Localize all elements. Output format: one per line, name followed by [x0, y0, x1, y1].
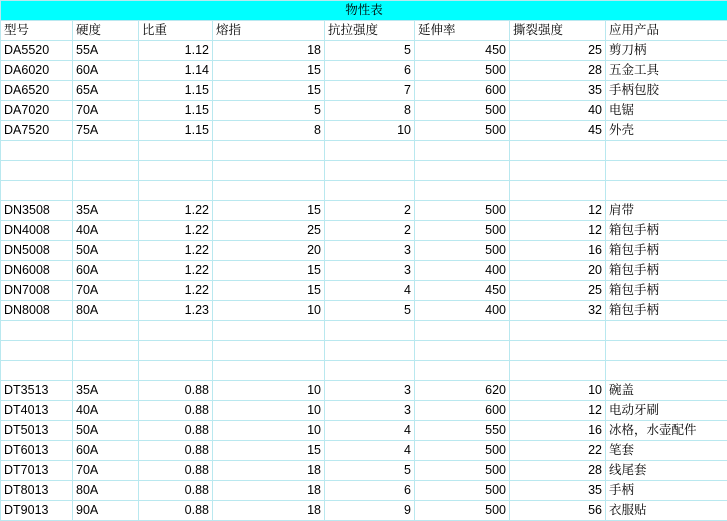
cell-model: DA7020: [1, 101, 73, 121]
cell-empty: [325, 321, 415, 341]
cell-hardness: 60A: [73, 441, 139, 461]
cell-hardness: 80A: [73, 301, 139, 321]
column-header-melt-index: 熔指: [213, 21, 325, 41]
cell-elongation: 500: [415, 61, 510, 81]
cell-empty: [510, 141, 606, 161]
cell-tensile-strength: 7: [325, 81, 415, 101]
table-row-empty: [1, 161, 727, 181]
cell-empty: [73, 361, 139, 381]
cell-empty: [606, 321, 727, 341]
table-row-empty: [1, 181, 727, 201]
cell-melt-index: 18: [213, 481, 325, 501]
column-header-application: 应用产品: [606, 21, 727, 41]
table-row: [1, 261, 727, 281]
table-row: [1, 461, 727, 481]
cell-melt-index: 18: [213, 501, 325, 521]
cell-specific-gravity: 1.14: [139, 61, 213, 81]
cell-tear-strength: 32: [510, 301, 606, 321]
cell-elongation: 500: [415, 121, 510, 141]
cell-application: 外壳: [606, 121, 727, 141]
table-row: [1, 281, 727, 301]
cell-tensile-strength: 3: [325, 381, 415, 401]
cell-tear-strength: 28: [510, 461, 606, 481]
cell-melt-index: 8: [213, 121, 325, 141]
cell-empty: [73, 341, 139, 361]
cell-hardness: 80A: [73, 481, 139, 501]
table-row: [1, 221, 727, 241]
cell-application: 手柄: [606, 481, 727, 501]
cell-model: DT7013: [1, 461, 73, 481]
cell-hardness: 50A: [73, 421, 139, 441]
column-header-hardness: 硬度: [73, 21, 139, 41]
cell-tensile-strength: 4: [325, 421, 415, 441]
cell-melt-index: 15: [213, 441, 325, 461]
cell-empty: [1, 321, 73, 341]
cell-application: 五金工具: [606, 61, 727, 81]
cell-model: DT4013: [1, 401, 73, 421]
cell-melt-index: 10: [213, 421, 325, 441]
title-row: [1, 1, 727, 21]
cell-empty: [325, 341, 415, 361]
cell-empty: [73, 181, 139, 201]
cell-empty: [139, 341, 213, 361]
table-row: [1, 61, 727, 81]
cell-empty: [139, 321, 213, 341]
cell-empty: [606, 141, 727, 161]
cell-application: 箱包手柄: [606, 221, 727, 241]
cell-elongation: 450: [415, 281, 510, 301]
cell-tear-strength: 16: [510, 241, 606, 261]
table-row: [1, 241, 727, 261]
table-body: [1, 1, 727, 521]
cell-application: 箱包手柄: [606, 281, 727, 301]
cell-empty: [1, 341, 73, 361]
cell-application: 笔套: [606, 441, 727, 461]
cell-tear-strength: 16: [510, 421, 606, 441]
cell-hardness: 70A: [73, 101, 139, 121]
cell-specific-gravity: 0.88: [139, 381, 213, 401]
column-header-specific-gravity: 比重: [139, 21, 213, 41]
cell-empty: [325, 361, 415, 381]
cell-tensile-strength: 5: [325, 301, 415, 321]
cell-tensile-strength: 4: [325, 441, 415, 461]
cell-tensile-strength: 5: [325, 41, 415, 61]
table-row: [1, 441, 727, 461]
cell-empty: [606, 341, 727, 361]
cell-elongation: 500: [415, 101, 510, 121]
cell-empty: [325, 181, 415, 201]
page-title: 物性表: [1, 1, 727, 21]
cell-application: 电动牙刷: [606, 401, 727, 421]
cell-melt-index: 5: [213, 101, 325, 121]
cell-tensile-strength: 6: [325, 481, 415, 501]
cell-specific-gravity: 1.15: [139, 81, 213, 101]
cell-tensile-strength: 10: [325, 121, 415, 141]
table-row-empty: [1, 361, 727, 381]
cell-tensile-strength: 4: [325, 281, 415, 301]
cell-elongation: 400: [415, 261, 510, 281]
cell-empty: [213, 181, 325, 201]
cell-empty: [415, 141, 510, 161]
cell-elongation: 500: [415, 241, 510, 261]
cell-specific-gravity: 0.88: [139, 501, 213, 521]
cell-empty: [415, 161, 510, 181]
cell-specific-gravity: 0.88: [139, 421, 213, 441]
cell-specific-gravity: 1.22: [139, 261, 213, 281]
cell-model: DA5520: [1, 41, 73, 61]
cell-model: DA6020: [1, 61, 73, 81]
cell-elongation: 600: [415, 401, 510, 421]
cell-melt-index: 25: [213, 221, 325, 241]
cell-empty: [139, 161, 213, 181]
column-header-tensile-strength: 抗拉强度: [325, 21, 415, 41]
table-row: [1, 41, 727, 61]
cell-empty: [510, 361, 606, 381]
cell-tensile-strength: 8: [325, 101, 415, 121]
cell-model: DN5008: [1, 241, 73, 261]
column-header-tear-strength: 撕裂强度: [510, 21, 606, 41]
cell-elongation: 500: [415, 201, 510, 221]
cell-tensile-strength: 2: [325, 221, 415, 241]
cell-empty: [73, 321, 139, 341]
cell-specific-gravity: 0.88: [139, 441, 213, 461]
cell-empty: [415, 361, 510, 381]
cell-tear-strength: 25: [510, 41, 606, 61]
cell-elongation: 600: [415, 81, 510, 101]
cell-model: DT8013: [1, 481, 73, 501]
cell-model: DN3508: [1, 201, 73, 221]
cell-model: DN7008: [1, 281, 73, 301]
cell-application: 冰格，水壶配件: [606, 421, 727, 441]
cell-elongation: 550: [415, 421, 510, 441]
cell-tensile-strength: 3: [325, 261, 415, 281]
cell-elongation: 500: [415, 441, 510, 461]
cell-hardness: 70A: [73, 281, 139, 301]
cell-hardness: 35A: [73, 201, 139, 221]
cell-empty: [325, 161, 415, 181]
cell-empty: [213, 321, 325, 341]
cell-hardness: 65A: [73, 81, 139, 101]
cell-model: DT5013: [1, 421, 73, 441]
cell-application: 线尾套: [606, 461, 727, 481]
cell-elongation: 500: [415, 461, 510, 481]
cell-specific-gravity: 0.88: [139, 461, 213, 481]
cell-empty: [1, 141, 73, 161]
cell-elongation: 500: [415, 481, 510, 501]
cell-tear-strength: 12: [510, 201, 606, 221]
cell-application: 碗盖: [606, 381, 727, 401]
cell-hardness: 60A: [73, 61, 139, 81]
cell-tear-strength: 35: [510, 481, 606, 501]
table-row-empty: [1, 321, 727, 341]
cell-tear-strength: 20: [510, 261, 606, 281]
table-header-row: [1, 21, 727, 41]
cell-tensile-strength: 2: [325, 201, 415, 221]
cell-melt-index: 15: [213, 261, 325, 281]
table-row: [1, 481, 727, 501]
cell-tear-strength: 10: [510, 381, 606, 401]
cell-application: 手柄包胶: [606, 81, 727, 101]
cell-hardness: 55A: [73, 41, 139, 61]
cell-tensile-strength: 6: [325, 61, 415, 81]
cell-hardness: 90A: [73, 501, 139, 521]
cell-application: 剪刀柄: [606, 41, 727, 61]
cell-elongation: 500: [415, 501, 510, 521]
cell-model: DN6008: [1, 261, 73, 281]
cell-application: 箱包手柄: [606, 301, 727, 321]
cell-melt-index: 18: [213, 41, 325, 61]
cell-empty: [213, 361, 325, 381]
cell-empty: [73, 141, 139, 161]
cell-melt-index: 10: [213, 381, 325, 401]
cell-empty: [415, 181, 510, 201]
cell-model: DT6013: [1, 441, 73, 461]
table-row: [1, 421, 727, 441]
cell-hardness: 60A: [73, 261, 139, 281]
cell-empty: [415, 321, 510, 341]
cell-melt-index: 10: [213, 401, 325, 421]
cell-hardness: 40A: [73, 221, 139, 241]
cell-tear-strength: 28: [510, 61, 606, 81]
cell-tear-strength: 56: [510, 501, 606, 521]
cell-tensile-strength: 9: [325, 501, 415, 521]
cell-empty: [1, 361, 73, 381]
cell-empty: [510, 321, 606, 341]
cell-application: 衣服贴: [606, 501, 727, 521]
cell-specific-gravity: 1.22: [139, 201, 213, 221]
table-row-empty: [1, 341, 727, 361]
cell-application: 肩带: [606, 201, 727, 221]
cell-melt-index: 20: [213, 241, 325, 261]
cell-tear-strength: 12: [510, 401, 606, 421]
cell-empty: [325, 141, 415, 161]
cell-specific-gravity: 1.15: [139, 121, 213, 141]
cell-elongation: 450: [415, 41, 510, 61]
cell-melt-index: 15: [213, 81, 325, 101]
cell-model: DN8008: [1, 301, 73, 321]
cell-empty: [139, 181, 213, 201]
cell-empty: [510, 161, 606, 181]
cell-specific-gravity: 1.22: [139, 281, 213, 301]
cell-empty: [1, 181, 73, 201]
cell-tear-strength: 22: [510, 441, 606, 461]
cell-application: 箱包手柄: [606, 261, 727, 281]
table-row: [1, 301, 727, 321]
cell-elongation: 500: [415, 221, 510, 241]
cell-hardness: 40A: [73, 401, 139, 421]
cell-melt-index: 15: [213, 281, 325, 301]
cell-elongation: 400: [415, 301, 510, 321]
table-row: [1, 381, 727, 401]
table-row: [1, 121, 727, 141]
cell-specific-gravity: 0.88: [139, 481, 213, 501]
cell-model: DT3513: [1, 381, 73, 401]
cell-empty: [510, 341, 606, 361]
cell-empty: [510, 181, 606, 201]
cell-empty: [213, 141, 325, 161]
cell-tear-strength: 45: [510, 121, 606, 141]
cell-application: 箱包手柄: [606, 241, 727, 261]
cell-empty: [139, 141, 213, 161]
column-header-elongation: 延伸率: [415, 21, 510, 41]
cell-specific-gravity: 1.12: [139, 41, 213, 61]
cell-specific-gravity: 1.22: [139, 241, 213, 261]
cell-model: DA7520: [1, 121, 73, 141]
column-header-model: 型号: [1, 21, 73, 41]
cell-specific-gravity: 0.88: [139, 401, 213, 421]
cell-empty: [213, 161, 325, 181]
table-row: [1, 101, 727, 121]
cell-elongation: 620: [415, 381, 510, 401]
table-row-empty: [1, 141, 727, 161]
cell-hardness: 35A: [73, 381, 139, 401]
cell-model: DT9013: [1, 501, 73, 521]
cell-hardness: 70A: [73, 461, 139, 481]
cell-empty: [606, 361, 727, 381]
cell-tear-strength: 12: [510, 221, 606, 241]
cell-hardness: 50A: [73, 241, 139, 261]
table-row: [1, 501, 727, 521]
cell-specific-gravity: 1.15: [139, 101, 213, 121]
cell-model: DA6520: [1, 81, 73, 101]
cell-specific-gravity: 1.23: [139, 301, 213, 321]
cell-tensile-strength: 3: [325, 241, 415, 261]
cell-empty: [139, 361, 213, 381]
cell-melt-index: 15: [213, 201, 325, 221]
cell-model: DN4008: [1, 221, 73, 241]
cell-empty: [415, 341, 510, 361]
cell-tensile-strength: 5: [325, 461, 415, 481]
cell-empty: [73, 161, 139, 181]
cell-tear-strength: 40: [510, 101, 606, 121]
cell-empty: [213, 341, 325, 361]
cell-tensile-strength: 3: [325, 401, 415, 421]
table-row: [1, 401, 727, 421]
cell-empty: [606, 161, 727, 181]
table-row: [1, 201, 727, 221]
cell-hardness: 75A: [73, 121, 139, 141]
table-row: [1, 81, 727, 101]
cell-application: 电锯: [606, 101, 727, 121]
cell-melt-index: 18: [213, 461, 325, 481]
cell-melt-index: 15: [213, 61, 325, 81]
cell-tear-strength: 35: [510, 81, 606, 101]
cell-tear-strength: 25: [510, 281, 606, 301]
cell-empty: [606, 181, 727, 201]
cell-melt-index: 10: [213, 301, 325, 321]
cell-specific-gravity: 1.22: [139, 221, 213, 241]
cell-empty: [1, 161, 73, 181]
